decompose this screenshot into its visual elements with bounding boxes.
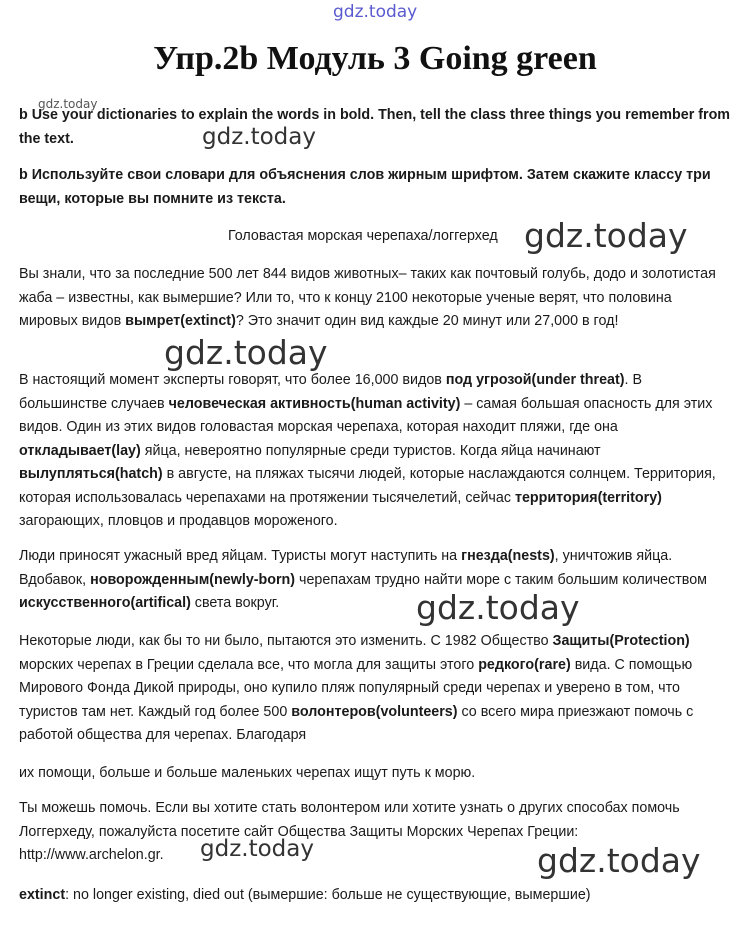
bold-term: новорожденным(newly-born) — [90, 571, 296, 588]
watermark: gdz.today — [537, 841, 701, 880]
watermark: gdz.today — [333, 2, 418, 22]
text-span: Люди приносят ужасный вред яйцам. Туристы могут наступить на — [19, 548, 462, 564]
bold-term: откладывает(lay) — [19, 442, 141, 459]
text-span: , уничтожив яйца. Вдобавок, — [19, 548, 673, 588]
page-title: Упр.2b Модуль 3 Going green — [153, 40, 597, 77]
paragraph-4 — [19, 630, 731, 748]
task-english: b Use your dictionaries to explain the words in bold. Then, tell the class three things you remember from the text. — [19, 107, 731, 147]
bold-term: человеческая активность(human activity) — [168, 395, 461, 412]
watermark: gdz.today — [164, 333, 328, 372]
text-span: морских черепах в Греции сделала все, что могла для защиты этого — [19, 656, 479, 673]
text-span: яйца, невероятно популярные среди туристов. Когда яйца начинают — [140, 442, 601, 459]
text-span: света вокруг. — [190, 595, 280, 611]
bold-term: искусственного(artifical) — [19, 595, 191, 611]
bold-term: редкого(rare) — [478, 656, 571, 673]
paragraph-1 — [19, 263, 731, 334]
paragraph-2 — [19, 369, 731, 534]
text-span: В настоящий момент эксперты говорят, что более 16,000 видов — [19, 372, 446, 388]
task-russian: b Используйте свои словари для объяснения слов жирным шрифтом. Затем скажите классу три вещи, которые вы помните из текста. — [19, 167, 711, 207]
watermark: gdz.today — [202, 124, 316, 150]
paragraph-5: их помощи, больше и больше маленьких черепах ищут путь к морю. — [19, 765, 476, 781]
glossary-term: extinct — [19, 887, 66, 903]
bold-term: волонтеров(volunteers) — [291, 703, 458, 720]
glossary-line — [19, 884, 731, 908]
text-span: черепахам трудно найти море с таким большим количеством — [295, 571, 708, 588]
text-span: – самая большая опасность для этих видов. Один из этих видов головастая морская черепаха, которая находит пляжи, где она — [19, 395, 713, 435]
watermark: gdz.today — [524, 216, 688, 255]
paragraph-6: Ты можешь помочь. Если вы хотите стать волонтером или хотите узнать о других способах помочь Логгерхеду, пожалуйста посетите сайт Общества Защиты Морских Черепах Греции: http://www.archelon.gr. — [19, 800, 680, 863]
bold-term: вымрет(extinct) — [125, 313, 236, 329]
text-span: ? Это значит один вид каждые 20 минут или 27,000 в год! — [235, 313, 619, 329]
image-caption: Головастая морская черепаха/логгерхед — [228, 228, 498, 244]
watermark: gdz.today — [200, 836, 314, 862]
text-span: вида. С помощью Мирового Фонда Дикой природы, оно купило пляж популярный среди черепах и уверено в том, что туристов там нет. Каждый год более 500 — [19, 656, 693, 720]
watermark: gdz.today — [38, 97, 98, 111]
bold-term: вылупляться(hatch) — [19, 466, 163, 482]
text-span: Вы знали, что за последние 500 лет 844 видов животных– таких как почтовый голубь, додо и золотистая жаба – известны, как вымершие? Или то, что к концу 2100 некоторые ученые верят, что половина мировых видов — [19, 266, 716, 329]
text-span: . В большинстве случаев — [19, 372, 642, 412]
glossary-definition: : no longer existing, died out (вымершие: больше не существующие, вымершие) — [65, 887, 591, 903]
bold-term: территория(territory) — [514, 489, 662, 506]
text-span: со всего мира приезжают помочь с работой общества для черепах. Благодаря — [19, 703, 694, 743]
text-span: в августе, на пляжах тысячи людей, которые наслаждаются солнцем. Территория, которая использовалась черепахами на протяжении тысячелетий, сейчас — [19, 466, 716, 506]
bold-term: гнезда(nests) — [461, 548, 555, 564]
text-span: Некоторые люди, как бы то ни было, пытаются это изменить. С 1982 Общество — [19, 633, 553, 649]
bold-term: Защиты(Protection) — [552, 633, 690, 649]
watermark: gdz.today — [416, 588, 580, 627]
paragraph-3 — [19, 545, 731, 616]
text-span: загорающих, пловцов и продавцов мороженого. — [19, 513, 338, 529]
bold-term: под угрозой(under threat) — [445, 372, 625, 388]
